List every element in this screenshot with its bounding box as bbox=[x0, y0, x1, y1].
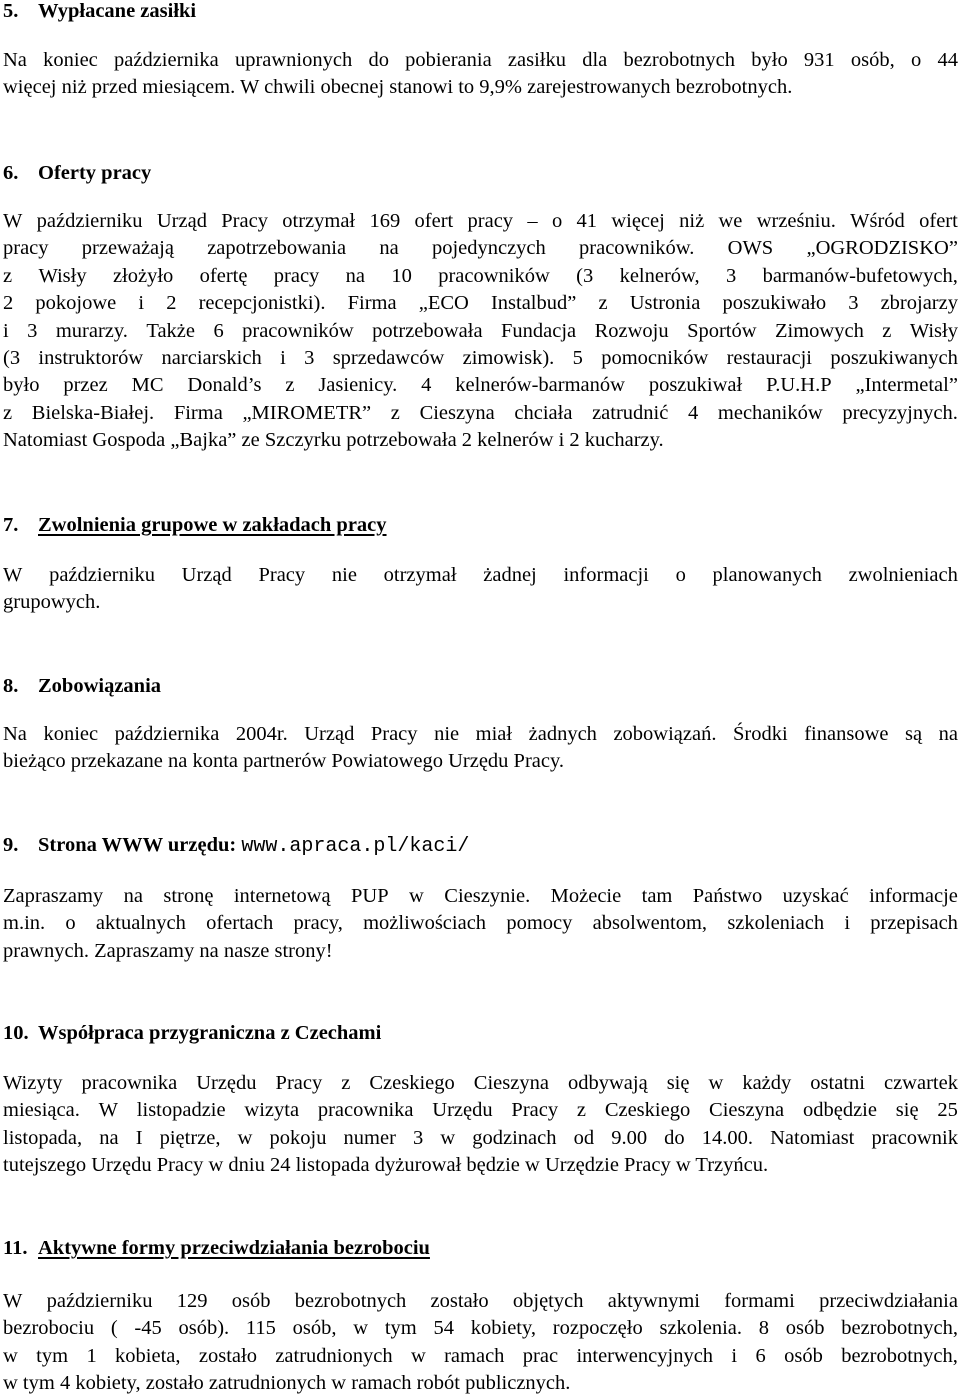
text-line: bieżąco przekazane na konta partnerów Powiatowego Urzędu Pracy. bbox=[3, 750, 565, 773]
section-10-paragraph bbox=[3, 1070, 958, 1180]
text-line: listopada, na I piętrze, w pokoju numer 3 w godzinach od 9.00 do 14.00. Natomiast pracownik bbox=[3, 1126, 958, 1149]
text-line: Wizyty pracownika Urzędu Pracy z Czeskiego Cieszyna odbywają się w każdy ostatni czwartek bbox=[3, 1072, 958, 1094]
section-5-heading bbox=[3, 0, 958, 24]
text-line: 2 pokojowe i 2 recepcjonistki). Firma „ECO Instalbud” z Ustronia poszukiwało 3 zbrojarzy bbox=[3, 292, 958, 315]
text-line: W październiku Urząd Pracy otrzymał 169 ofert pracy – o 41 więcej niż we wrześniu. Wśród ofert bbox=[3, 210, 958, 232]
section-6-paragraph bbox=[3, 208, 958, 455]
section-8-paragraph bbox=[3, 721, 958, 776]
text-line: w tym 1 kobieta, zostało zatrudnionych w ramach prac interwencyjnych i 6 osób bezrobotnych, bbox=[3, 1344, 958, 1367]
text-line: więcej niż przed miesiącem. W chwili obecnej stanowi to 9,9% zarejestrowanych bezrobotnych. bbox=[3, 76, 793, 99]
section-title: Oferty pracy bbox=[38, 162, 152, 184]
text-line: Na koniec października 2004r. Urząd Pracy nie miał żadnych zobowiązań. Środki finansowe są na bbox=[3, 723, 958, 745]
text-line: (3 instruktorów narciarskich i 3 sprzedawców zimowisk). 5 pomocników restauracji poszukiwanych bbox=[3, 346, 958, 369]
section-title: Współpraca przygraniczna z Czechami bbox=[38, 1022, 382, 1044]
website-url: www.apraca.pl/kaci/ bbox=[241, 835, 470, 858]
section-5-paragraph bbox=[3, 47, 958, 102]
text-line: Zapraszamy na stronę internetową PUP w Cieszynie. Możecie tam Państwo uzyskać informacje bbox=[3, 885, 958, 907]
section-title: Strona WWW urzędu: bbox=[38, 834, 237, 856]
section-8-heading bbox=[3, 673, 958, 699]
section-title: Wypłacane zasiłki bbox=[38, 0, 197, 22]
text-line: bezrobociu ( -45 osób). 115 osób, w tym 54 kobiety, rozpoczęło szkolenia. 8 osób bezrobotnych, bbox=[3, 1317, 958, 1340]
section-9-paragraph bbox=[3, 883, 958, 965]
text-line: W październiku 129 osób bezrobotnych zostało objętych aktywnymi formami przeciwdziałania bbox=[3, 1290, 958, 1312]
section-11-heading bbox=[3, 1235, 958, 1261]
text-line: Natomiast Gospoda „Bajka” ze Szczyrku potrzebowała 2 kelnerów i 2 kucharzy. bbox=[3, 429, 664, 452]
section-7-paragraph bbox=[3, 562, 958, 617]
text-line: prawnych. Zapraszamy na nasze strony! bbox=[3, 939, 333, 962]
section-number: 5. bbox=[3, 0, 19, 22]
text-line: z Bielska-Białej. Firma „MIROMETR” z Cieszyna chciała zatrudnić 4 mechaników precyzyjnych. bbox=[3, 401, 958, 424]
section-7-heading bbox=[3, 512, 958, 538]
section-title: Zobowiązania bbox=[38, 675, 162, 697]
section-9-heading bbox=[3, 832, 958, 858]
section-title: Zwolnienia grupowe w zakładach pracy bbox=[38, 514, 387, 536]
text-line: w tym 4 kobiety, zostało zatrudnionych w ramach robót publicznych. bbox=[3, 1372, 571, 1395]
text-line: miesiąca. W listopadzie wizyta pracownika Urzędu Pracy z Czeskiego Cieszyna odbędzie się 25 bbox=[3, 1099, 958, 1122]
section-number: 6. bbox=[3, 162, 19, 184]
text-line: było przez MC Donald’s z Jasienicy. 4 kelnerów-barmanów poszukiwał P.U.H.P „Intermetal” bbox=[3, 374, 958, 397]
section-number: 9. bbox=[3, 834, 19, 856]
section-number: 10. bbox=[3, 1022, 29, 1044]
section-title: Aktywne formy przeciwdziałania bezrobociu bbox=[38, 1237, 430, 1259]
text-line: i 3 murarzy. Także 6 pracowników potrzebowała Fundacja Rozwoju Sportów Zimowych z Wisły bbox=[3, 319, 958, 342]
text-line: Na koniec października uprawnionych do pobierania zasiłku dla bezrobotnych było 931 osób, o 44 bbox=[3, 49, 958, 71]
text-line: z Wisły złożyło ofertę pracy na 10 pracowników (3 kelnerów, 3 barmanów-bufetowych, bbox=[3, 264, 958, 287]
section-6-heading bbox=[3, 160, 958, 186]
text-line: W październiku Urząd Pracy nie otrzymał żadnej informacji o planowanych zwolnieniach bbox=[3, 564, 958, 586]
text-line: grupowych. bbox=[3, 591, 101, 614]
section-number: 11. bbox=[3, 1237, 28, 1259]
section-10-heading bbox=[3, 1020, 958, 1046]
section-number: 7. bbox=[3, 514, 19, 536]
text-line: tutejszego Urzędu Pracy w dniu 24 listopada dyżurował będzie w Urzędzie Pracy w Trzyńcu. bbox=[3, 1154, 769, 1177]
text-line: pracy przeważają zapotrzebowania na pojedynczych pracowników. OWS „OGRODZISKO” bbox=[3, 237, 958, 260]
section-11-paragraph bbox=[3, 1288, 958, 1398]
section-number: 8. bbox=[3, 675, 19, 697]
text-line: m.in. o aktualnych ofertach pracy, możliwościach pomocy absolwentom, szkoleniach i przepisach bbox=[3, 912, 958, 935]
